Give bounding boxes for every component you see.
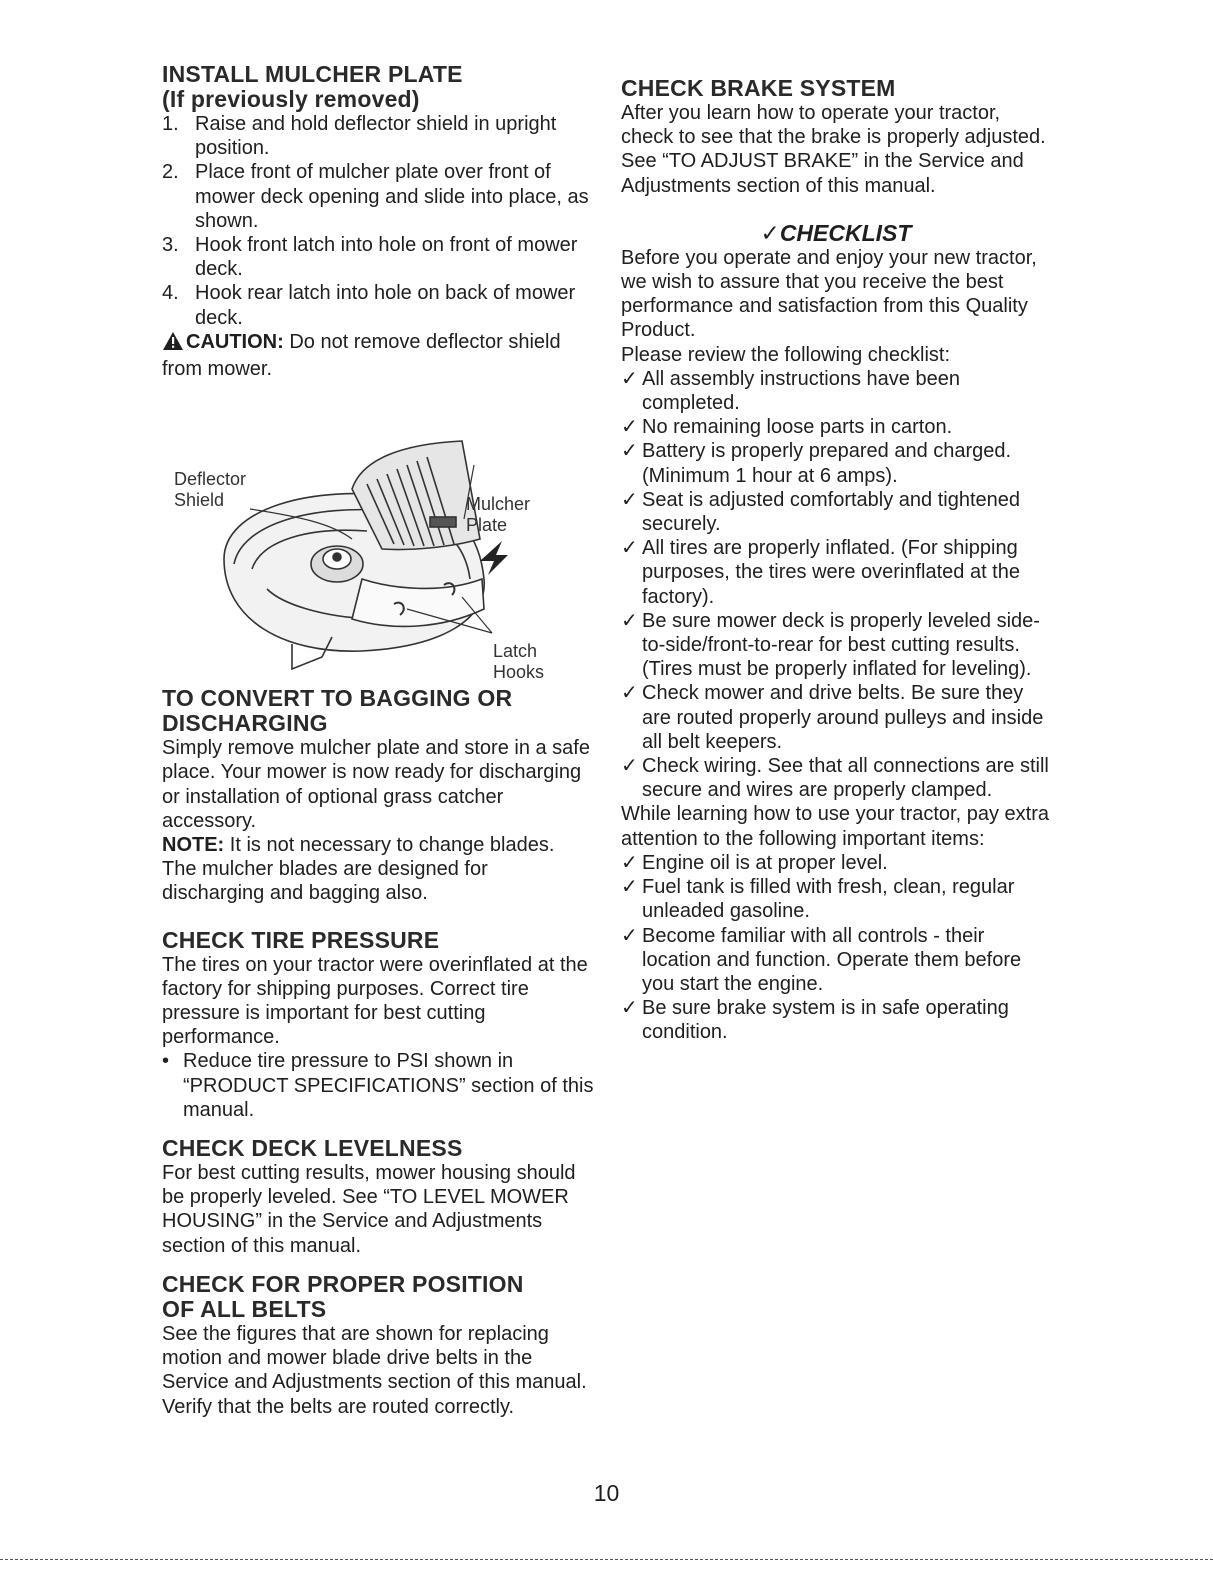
check-mark-icon: ✓ — [621, 440, 638, 463]
step-text: Hook rear latch into hole on back of mower deck. — [195, 282, 576, 329]
check-mark-icon: ✓ — [621, 924, 638, 947]
left-column — [162, 62, 594, 1419]
mulcher-plate-figure — [162, 389, 594, 683]
checklist-item: ✓ Check wiring. See that all connections are still secure and wires are properly clamped. — [621, 755, 1049, 802]
mulcher-step — [162, 233, 594, 281]
warning-triangle-icon — [162, 331, 184, 357]
step-text: Raise and hold deflector shield in upright position. — [195, 113, 557, 160]
convert-bagging-heading-2: DISCHARGING — [162, 710, 328, 737]
checklist-item: ✓ Check mower and drive belts. Be sure they are routed properly around pulleys and inside all belt keepers. — [621, 682, 1044, 753]
belts-body: See the figures that are shown for replacing motion and mower blade drive belts in the Service and Adjustments section of this manual. Verify that the belts are routed correctly. — [162, 1322, 587, 1418]
convert-bagging-heading: TO CONVERT TO BAGGING OR — [162, 685, 513, 712]
checklist-review: Please review the following checklist: — [621, 343, 951, 366]
install-mulcher-heading: INSTALL MULCHER PLATE — [162, 61, 463, 87]
mulcher-step — [162, 160, 594, 233]
check-mark-icon: ✓ — [621, 488, 638, 511]
check-mark-icon: ✓ — [621, 851, 638, 874]
check-mark-icon: ✓ — [621, 755, 638, 778]
step-number: 2. — [162, 161, 179, 184]
mulcher-step — [162, 281, 594, 329]
check-mark-icon: ✓ — [621, 997, 638, 1020]
check-mark-icon: ✓ — [621, 537, 638, 560]
checklist-item: ✓ Become familiar with all controls - their location and function. Operate them before you start the engine. — [621, 924, 1022, 995]
caution-note — [162, 330, 594, 381]
tire-body: The tires on your tractor were overinflated at the factory for shipping purposes. Correct tire pressure is important for best cutting performance. — [162, 953, 588, 1049]
tire-bullet-item: • Reduce tire pressure to PSI shown in “PRODUCT SPECIFICATIONS” section of this manual. — [162, 1050, 594, 1121]
check-belts-heading: CHECK FOR PROPER POSITION — [162, 1270, 524, 1297]
note-label: NOTE: — [162, 834, 225, 857]
check-mark-icon: ✓ — [621, 609, 638, 632]
bottom-rule — [0, 1559, 1213, 1560]
checklist-item: ✓ Battery is properly prepared and charged. (Minimum 1 hour at 6 amps). — [621, 440, 1012, 487]
check-mark-icon: ✓ — [621, 682, 638, 705]
checklist-while: While learning how to use your tractor, pay extra attention to the following important items: — [621, 803, 1049, 850]
tire-bullets — [162, 1049, 594, 1122]
caution-label: CAUTION: — [186, 330, 284, 353]
checklist-heading: ✓CHECKLIST — [760, 219, 912, 246]
checklist-item: ✓ Be sure brake system is in safe operating condition. — [621, 997, 1009, 1044]
check-tire-pressure-heading: CHECK TIRE PRESSURE — [162, 926, 440, 953]
checklist-item: ✓ All assembly instructions have been completed. — [621, 367, 960, 415]
install-mulcher-subheading: (If previously removed) — [162, 86, 420, 112]
deck-body: For best cutting results, mower housing should be properly leveled. See “TO LEVEL MOWER HOUSING” in the Service and Adjustments section of this manual. — [162, 1162, 576, 1257]
checklist-item: ✓ No remaining loose parts in carton. — [621, 416, 953, 439]
check-mark-icon: ✓ — [621, 416, 638, 439]
note-text: It is not necessary to change blades. The mulcher blades are designed for discharging and bagging also. — [162, 834, 555, 905]
convert-body: Simply remove mulcher plate and store in a safe place. Your mower is now ready for discharging or installation of optional grass catcher accessory. — [162, 737, 590, 832]
page-number: 10 — [593, 1480, 620, 1506]
right-column — [621, 76, 1051, 1045]
checklist-item: ✓ Engine oil is at proper level. — [621, 851, 888, 874]
step-number: 1. — [162, 113, 179, 135]
brake-body: After you learn how to operate your tractor, check to see that the brake is properly adjusted. See “TO ADJUST BRAKE” in the Service and Adjustments section of this manual. — [621, 102, 1046, 197]
convert-note — [162, 833, 594, 906]
checklist-item: ✓ Fuel tank is filled with fresh, clean, regular unleaded gasoline. — [621, 876, 1015, 923]
bullet-icon: • — [162, 1050, 170, 1073]
check-mark-icon: ✓ — [621, 876, 638, 899]
check-mark-icon: ✓ — [621, 367, 638, 390]
checklist-intro: Before you operate and enjoy your new tractor, we wish to assure that you receive the best performance and satisfaction from this Quality Product. — [621, 246, 1037, 342]
step-text: Place front of mulcher plate over front of mower deck opening and slide into place, as shown. — [195, 161, 589, 232]
checklist-items — [621, 367, 1051, 803]
figure-label-mulcher-plate: Mulcher Plate — [466, 494, 531, 536]
check-deck-levelness-heading: CHECK DECK LEVELNESS — [162, 1135, 463, 1162]
check-belts-heading-2: OF ALL BELTS — [162, 1295, 327, 1322]
checklist-item: ✓ All tires are properly inflated. (For shipping purposes, the tires were overinflated at the factory). — [621, 537, 1020, 608]
checklist-item: ✓ Seat is adjusted comfortably and tightened securely. — [621, 488, 1021, 536]
figure-label-deflector: Deflector Shield — [174, 469, 247, 511]
step-text: Hook front latch into hole on front of mower deck. — [195, 234, 578, 281]
check-brake-system-heading: CHECK BRAKE SYSTEM — [621, 75, 896, 101]
checklist-item: ✓ Be sure mower deck is properly leveled side-to-side/front-to-rear for best cutting results. (Tires must be properly inflated for leveling). — [621, 609, 1040, 681]
mulcher-step — [162, 112, 594, 160]
caution-text: Do not remove deflector shield from mower. — [162, 330, 561, 381]
figure-label-latch-hooks: Latch Hooks — [493, 641, 545, 683]
mulcher-steps-list — [162, 112, 594, 330]
step-number: 3. — [162, 234, 179, 257]
step-number: 4. — [162, 282, 179, 305]
checklist-items-important — [621, 851, 1051, 1045]
